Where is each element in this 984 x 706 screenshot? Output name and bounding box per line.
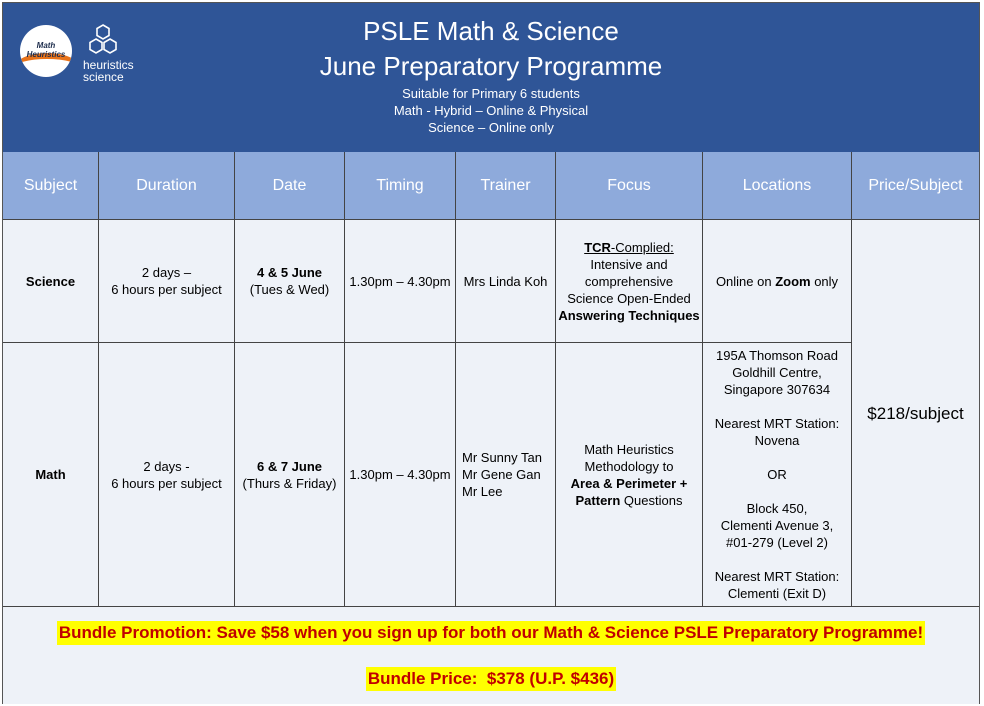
- trainer-2: Mr Gene Gan: [462, 467, 541, 482]
- loc-line-5: Novena: [754, 433, 800, 448]
- bundle-section: [3, 607, 979, 704]
- col-header-locations: Locations: [703, 152, 852, 220]
- focus-tcr: TCR: [584, 239, 611, 255]
- focus-pattern: Pattern: [575, 492, 621, 508]
- col-header-focus: Focus: [556, 152, 703, 220]
- subtitle-line1: Suitable for Primary 6 students: [402, 86, 580, 101]
- table-row-science-date: [235, 220, 345, 343]
- price-cell: $218/subject: [852, 220, 979, 607]
- table-row-science-location: [703, 220, 852, 343]
- focus-line1: Math Heuristics: [584, 441, 674, 457]
- table-row-science-subject: [3, 220, 99, 343]
- subtitle-line2: Math - Hybrid – Online & Physical: [393, 103, 589, 118]
- col-header-duration: Duration: [99, 152, 235, 220]
- location-online: [716, 273, 838, 290]
- bundle-promotion: Bundle Promotion: Save $58 when you sign up for both our Math & Science PSLE Preparatory Programme!: [57, 621, 925, 645]
- col-header-date: Date: [235, 152, 345, 220]
- loc-line-13: Nearest MRT Station:: [714, 569, 840, 584]
- title-line1: PSLE Math & Science: [363, 16, 619, 46]
- logo-right-line1: heuristics: [83, 58, 134, 72]
- location-zoom: Zoom: [775, 273, 811, 289]
- loc-line-1: Goldhill Centre,: [732, 365, 822, 380]
- loc-line-4: Nearest MRT Station:: [714, 416, 840, 431]
- trainer-1: Mr Sunny Tan: [462, 450, 542, 465]
- loc-line-14: Clementi (Exit D): [727, 586, 827, 601]
- subject-science: Science: [25, 273, 76, 289]
- table-row-math-focus: [556, 343, 703, 607]
- table-row-math-locations: [703, 343, 852, 607]
- table-row-science-focus: [556, 220, 703, 343]
- location-pre: Online on: [715, 273, 776, 289]
- title-line2: June Preparatory Programme: [319, 51, 663, 81]
- duration-line1: 2 days –: [141, 265, 192, 280]
- bundle-promotion-row: [3, 621, 979, 645]
- duration-line1: 2 days -: [143, 458, 190, 474]
- table-row-science-duration: [99, 220, 235, 343]
- col-header-subject: Subject: [3, 152, 99, 220]
- location-post: only: [810, 273, 839, 289]
- col-header-timing: Timing: [345, 152, 456, 220]
- focus-line2: Methodology to: [584, 458, 674, 474]
- loc-line-10: Clementi Avenue 3,: [720, 518, 834, 533]
- table-row-math-date: [235, 343, 345, 607]
- focus-complied: -Complied:: [610, 239, 674, 255]
- table-row-math-timing: 1.30pm – 4.30pm: [345, 343, 456, 607]
- loc-line-2: Singapore 307634: [723, 382, 831, 397]
- loc-line-0: 195A Thomson Road: [716, 348, 838, 363]
- focus-line4: Science Open-Ended: [567, 290, 691, 306]
- table-row-science-timing: 1.30pm – 4.30pm: [345, 220, 456, 343]
- loc-line-11: #01-279 (Level 2): [726, 535, 828, 550]
- flyer: [2, 2, 980, 704]
- table-row-math-duration: [99, 343, 235, 607]
- focus-line3: Area & Perimeter +: [570, 475, 688, 491]
- focus-line3: comprehensive: [584, 273, 674, 289]
- focus-line5: Answering Techniques: [558, 307, 700, 323]
- bundle-price-row: [3, 667, 979, 691]
- header-banner: [3, 3, 979, 152]
- table-row-science-trainer: Mrs Linda Koh: [456, 220, 556, 343]
- logo-left-text: Math Heuristics: [26, 41, 66, 59]
- table-row-math-trainer: [456, 343, 556, 607]
- focus-line2: Intensive and: [590, 256, 668, 272]
- loc-line-7: OR: [767, 467, 787, 482]
- focus-line4: [576, 492, 683, 509]
- col-header-trainer: Trainer: [456, 152, 556, 220]
- duration-line2: 6 hours per subject: [111, 475, 222, 491]
- focus-line1: [584, 239, 674, 256]
- focus-questions: Questions: [620, 492, 683, 508]
- logo-right-line2: science: [83, 70, 124, 84]
- date-line2: (Thurs & Friday): [242, 475, 337, 491]
- trainer-3: Mr Lee: [462, 484, 503, 499]
- table-row-math-subject: [3, 343, 99, 607]
- subject-math: Math: [35, 467, 66, 482]
- loc-line-9: Block 450,: [746, 501, 808, 516]
- duration-line2: 6 hours per subject: [111, 282, 222, 297]
- col-header-price: Price/Subject: [852, 152, 979, 220]
- date-line1: 4 & 5 June: [256, 265, 323, 280]
- date-line2: (Tues & Wed): [249, 282, 330, 297]
- subtitle-line3: Science – Online only: [428, 120, 554, 135]
- date-line1: 6 & 7 June: [256, 458, 323, 474]
- bundle-price: Bundle Price: $378 (U.P. $436): [366, 667, 616, 691]
